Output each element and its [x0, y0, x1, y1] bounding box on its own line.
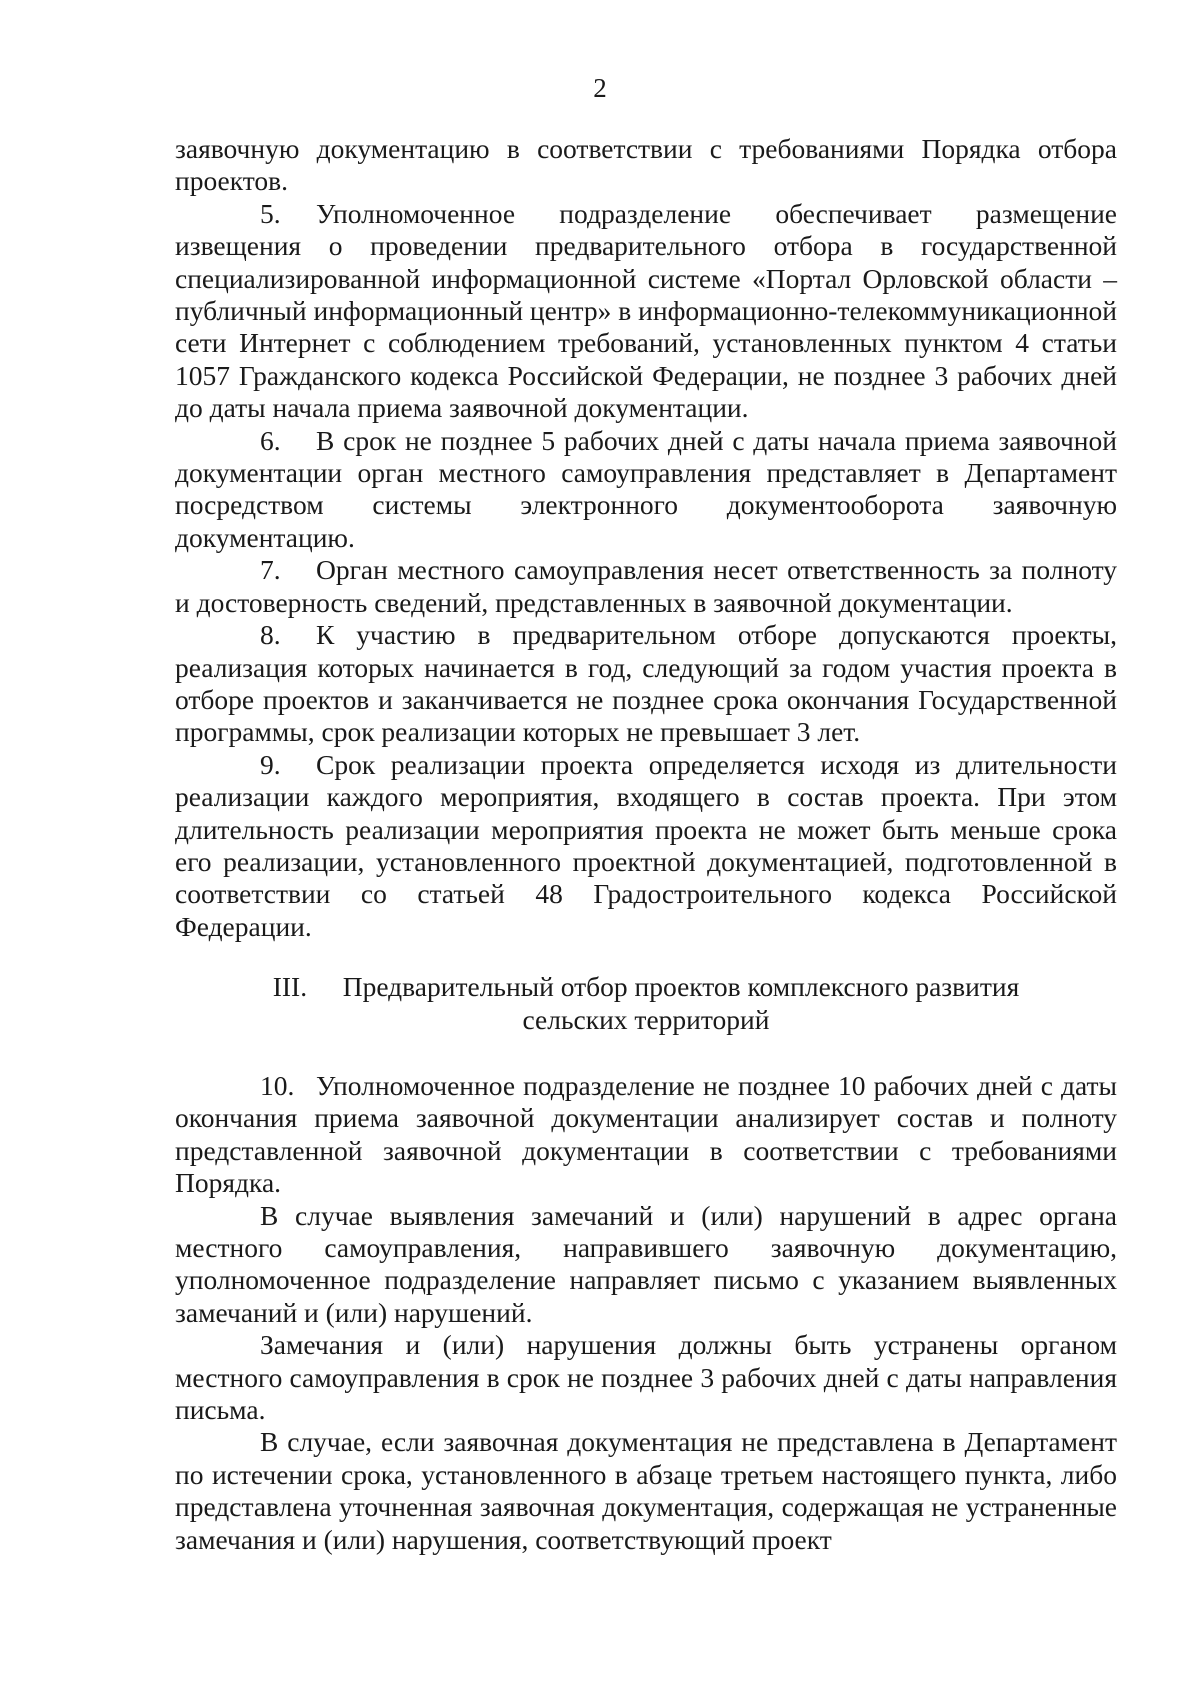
paragraph [175, 1426, 1117, 1556]
paragraph-number: 7. [260, 554, 281, 586]
paragraph-number: 10. [260, 1069, 295, 1101]
paragraph-text: заявочную документацию в соответствии с требованиями Порядка отбора проектов. [175, 133, 1117, 197]
paragraph-text: Срок реализации проекта определяется исходя из длительности реализации каждого мероприятия, входящего в состав проекта. При этом длительность реализации мероприятия проекта не может быть меньше срока его реализации, установленного проектной документацией, подготовленной в соответствии со статьей 48 Градостроительного кодекса Российской Федерации. [175, 748, 1117, 942]
paragraph [175, 1329, 1117, 1426]
paragraph-text: В срок не позднее 5 рабочих дней с даты начала приема заявочной документации орган местного самоуправления представляет в Департамент посредством системы электронного документооборота заявочную документацию. [175, 424, 1117, 553]
paragraph-text: Уполномоченное подразделение не позднее 10 рабочих дней с даты окончания приема заявочной документации анализирует состав и полноту представленной заявочной документации в соответствии с требованиями Порядка. [175, 1069, 1117, 1199]
paragraph-number: 9. [260, 748, 281, 780]
paragraph [175, 554, 1117, 619]
section-roman-numeral: III. [272, 971, 308, 1003]
paragraph [175, 1200, 1117, 1330]
paragraph [175, 619, 1117, 749]
paragraph-text: В случае, если заявочная документация не представлена в Департамент по истечении срока, установленного в абзаце третьем настоящего пункта, либо представлена уточненная заявочная документация, содержащая не устраненные замечания и (или) нарушения, соответствующий проект [175, 1426, 1117, 1555]
paragraph [175, 425, 1117, 555]
paragraphs-bottom [175, 1070, 1117, 1556]
paragraph-number: 8. [260, 619, 281, 651]
paragraph [175, 1070, 1117, 1200]
paragraph [175, 198, 1117, 425]
paragraph-text: В случае выявления замечаний и (или) нарушений в адрес органа местного самоуправления, направившего заявочную документацию, уполномоченное подразделение направляет письмо с указанием выявленных замечаний и (или) нарушений. [175, 1199, 1117, 1328]
paragraphs-top [175, 133, 1117, 943]
section-title-line-1: Предварительный отбор проектов комплексного развития [342, 971, 1020, 1003]
paragraph-text: Замечания и (или) нарушения должны быть устранены органом местного самоуправления в срок не позднее 3 рабочих дней с даты направления письма. [175, 1329, 1117, 1426]
paragraph-text: Уполномоченное подразделение обеспечивает размещение извещения о проведении предварительного отбора в государственной специализированной информационной системе «Портал Орловской области – публичный информационный центр» в информационно-телекоммуникационной сети Интернет с соблюдением требований, установленных пунктом 4 статьи 1057 Гражданского кодекса Российской Федерации, не позднее 3 рабочих дней до даты начала приема заявочной документации. [175, 197, 1117, 424]
paragraph [175, 749, 1117, 943]
page-number: 2 [593, 73, 607, 103]
document-body [175, 133, 1117, 1556]
paragraph-text: К участию в предварительном отборе допускаются проекты, реализация которых начинается в год, следующий за годом участия проекта в отборе проектов и заканчивается не позднее срока окончания Государственной программы, срок реализации которых не превышает 3 лет. [175, 619, 1117, 748]
section-heading [175, 971, 1117, 1036]
section-title-line-2: сельских территорий [522, 1003, 770, 1035]
paragraph [175, 133, 1117, 198]
paragraph-number: 5. [260, 197, 281, 229]
section-heading-line-1 [175, 971, 1117, 1003]
paragraph-text: Орган местного самоуправления несет ответственность за полноту и достоверность сведений, представленных в заявочной документации. [175, 554, 1117, 618]
paragraph-number: 6. [260, 424, 281, 456]
